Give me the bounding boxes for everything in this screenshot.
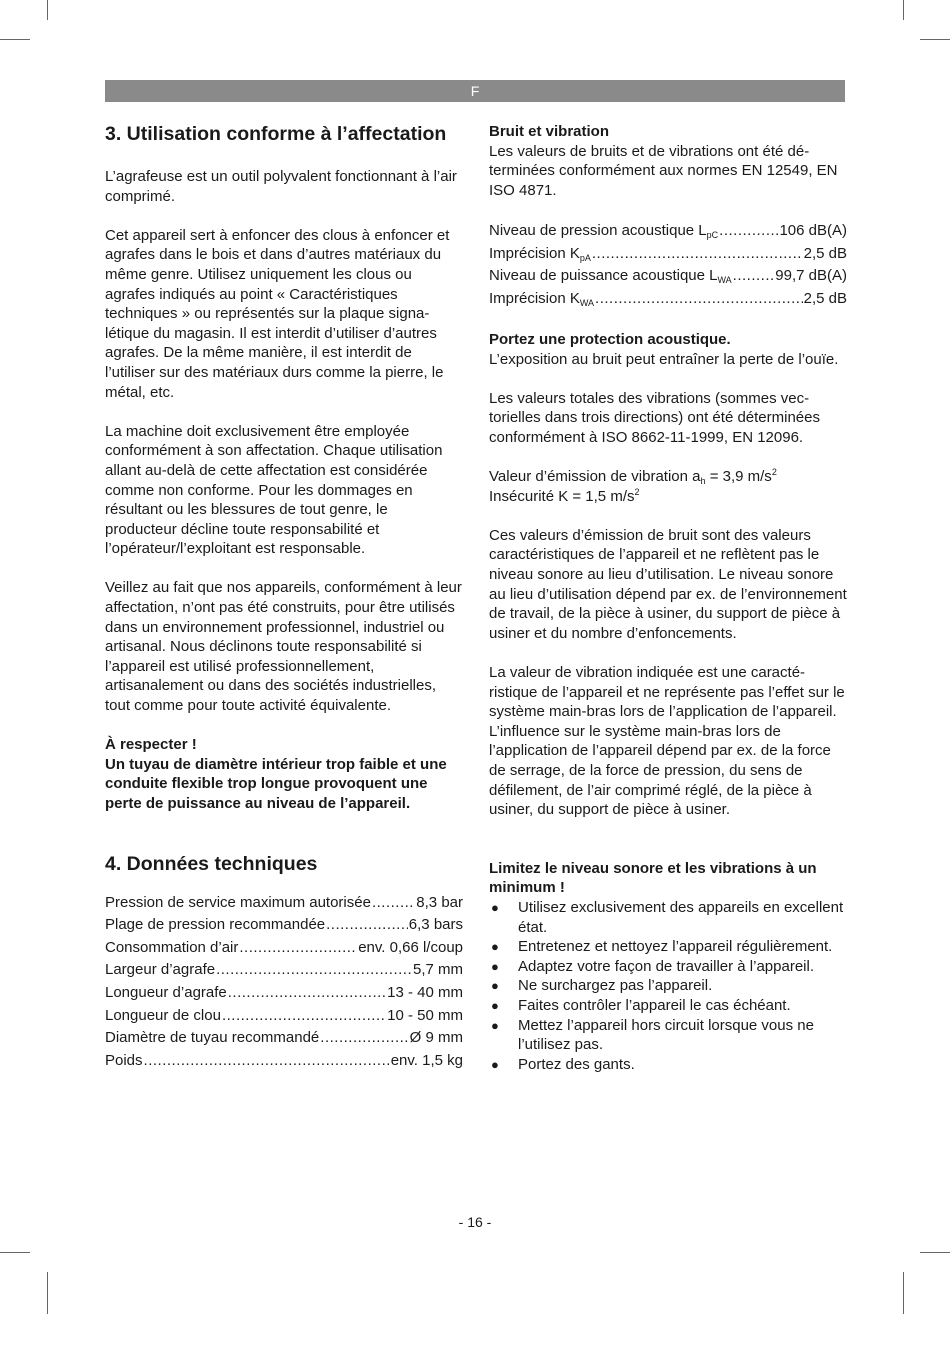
- spec-row: Longueur d’agrafe ..... 13 - 40 mm: [105, 982, 463, 1005]
- paragraph-usage: Cet appareil sert à enfoncer des clous à enfoncer et agrafes dans le bois et dans d’autres matériaux du même genre. Utilisez uniquement les clous ou agrafes indiqués au point « Caractéristiques techniques » ou représentés sur la plaque signalétique du magasin. Il est interdit d’utiliser d’autres agrafes. De la même manière, il est interdit de l’utiliser sur des matériaux durs comme la pierre, le métal, etc.: [105, 226, 450, 401]
- crop-mark: [0, 39, 30, 40]
- bullet-icon: ●: [491, 1017, 499, 1033]
- paragraph-conformity: La machine doit exclusivement être employée conformément à son affectation. Chaque utilisation allant au-delà de cette affectation est considérée comme non conforme. Pour les dommages en résultant ou les blessures de tout genre, le producteur décline toute responsabilité et l’opérateur/l’exploitant est responsable.: [105, 422, 443, 558]
- paragraph-intro: L’agrafeuse est un outil polyvalent fonctionnant à l’air comprimé.: [105, 168, 457, 205]
- left-column: [105, 122, 463, 1072]
- paragraph-emission-values: Ces valeurs d’émission de bruit sont des valeurs caractéristiques de l’appareil et ne reflètent pas le niveau sonore au lieu d’utilisation. Le niveau sonore au lieu d’utilisation dépend par ex. de l’environnement de travail, de la pièce à usiner, du support de pièce à usiner et du nombre d’enfoncements.: [489, 526, 847, 642]
- right-column: [489, 122, 847, 1074]
- section-3-title: 3. Utilisation conforme à l’affectation: [105, 123, 447, 145]
- crop-mark: [920, 1252, 950, 1253]
- spec-row: Longueur de clou ..... 10 - 50 mm: [105, 1005, 463, 1028]
- warning-title: À respecter !: [105, 736, 197, 754]
- protection-text: L’exposition au bruit peut entraîner la perte de l’ouïe.: [489, 350, 839, 368]
- crop-mark: [903, 0, 904, 20]
- bullet-icon: ●: [491, 997, 499, 1013]
- list-item: ● Portez des gants.: [491, 1055, 635, 1073]
- bullet-icon: ●: [491, 939, 499, 955]
- noise-values-list: [489, 220, 847, 310]
- section-4-title: 4. Données techniques: [105, 852, 318, 875]
- language-header-bar: [105, 80, 845, 102]
- warning-text: Un tuyau de diamètre intérieur trop faible et une conduite flexible trop longue provoquent une perte de puissance au niveau de l’appareil.: [105, 755, 447, 812]
- vibration-uncertainty: Insécurité K = 1,5 $m/s^2$: [489, 486, 640, 505]
- paragraph-professional-use: Veillez au fait que nos appareils, conformément à leur affectation, n’ont pas été construits, pour être utilisés dans un environnement professionnel, industriel ou artisanal. Nous déclinons toute responsabilité si l’appareil est utilisé professionnellement, artisanalement ou dans des sociétés industrielles, tout comme pour toute activité équivalente.: [105, 579, 462, 715]
- list-item: ● Adaptez votre façon de travailler à l’appareil.: [491, 957, 815, 975]
- noise-intro: Les valeurs de bruits et de vibrations ont été déterminées conformément aux normes EN 12549, EN ISO 4871.: [489, 142, 838, 199]
- list-item: ● Ne surchargez pas l’appareil.: [491, 977, 713, 995]
- crop-mark: [920, 39, 950, 40]
- technical-specs-list: [105, 892, 463, 1073]
- list-item: ● Mettez l’appareil hors circuit lorsque vous ne l’utilisez pas.: [491, 1016, 814, 1054]
- noise-row: Niveau de pression acoustique $L_{pC}$ ..... 106 dB(A): [489, 220, 847, 243]
- noise-row: Imprécision $K_{WA}$ ..... 2,5 dB: [489, 288, 847, 311]
- list-item: ● Entretenez et nettoyez l’appareil régulièrement.: [491, 938, 833, 956]
- crop-mark: [0, 1252, 30, 1253]
- spec-row: Pression de service maximum autorisée ..... 8,3 bar: [105, 892, 463, 915]
- noise-row: Niveau de puissance acoustique $L_{WA}$ ..... 99,7 dB(A): [489, 265, 847, 288]
- crop-mark: [903, 1272, 904, 1314]
- vibration-standards-text: Les valeurs totales des vibrations (sommes vectorielles dans trois directions) ont été déterminées conformément à ISO 8662-11-1999, EN 12096.: [489, 389, 820, 446]
- spec-row: Plage de pression recommandée ..... 6,3 bars: [105, 914, 463, 937]
- list-item: ● Faites contrôler l’appareil le cas échéant.: [491, 996, 791, 1014]
- protection-title: Portez une protection acoustique.: [489, 330, 731, 348]
- spec-row: Consommation d’air ..... env. 0,66 l/coup: [105, 937, 463, 960]
- bullet-icon: ●: [491, 978, 499, 994]
- crop-mark: [47, 0, 48, 20]
- spec-row: Largeur d’agrafe ..... 5,7 mm: [105, 959, 463, 982]
- bullet-icon: ●: [491, 958, 499, 974]
- noise-title: Bruit et vibration: [489, 123, 610, 140]
- bullet-icon: ●: [491, 899, 499, 915]
- tips-list: [489, 898, 847, 1074]
- page-number: - 16 -: [458, 1214, 492, 1230]
- paragraph-vibration-value: La valeur de vibration indiquée est une caractéristique de l’appareil et ne représente pas l’effet sur le système main-bras lors de l’application de l’appareil. L’influence sur le système main-bras lors de l’application de l’appareil dépend par ex. de la force de serrage, de la force de pression, du sens de défilement, de l’air comprimé réglé, de la pièce à usiner, du support de pièce à usiner.: [489, 664, 845, 819]
- language-code: F: [470, 83, 480, 99]
- bullet-icon: ●: [491, 1056, 499, 1072]
- vibration-emission-value: Valeur d’émission de vibration $a_h = 3,9$ $m/s^2$: [489, 467, 777, 487]
- spec-row: Poids ..... env. 1,5 kg: [105, 1050, 463, 1073]
- limit-title: Limitez le niveau sonore et les vibrations à un minimum !: [489, 859, 817, 897]
- spec-row: Diamètre de tuyau recommandé ..... Ø 9 mm: [105, 1027, 463, 1050]
- noise-row: Imprécision $K_{pA}$ ..... 2,5 dB: [489, 243, 847, 266]
- crop-mark: [47, 1272, 48, 1314]
- list-item: ● Utilisez exclusivement des appareils en excellent état.: [491, 898, 844, 936]
